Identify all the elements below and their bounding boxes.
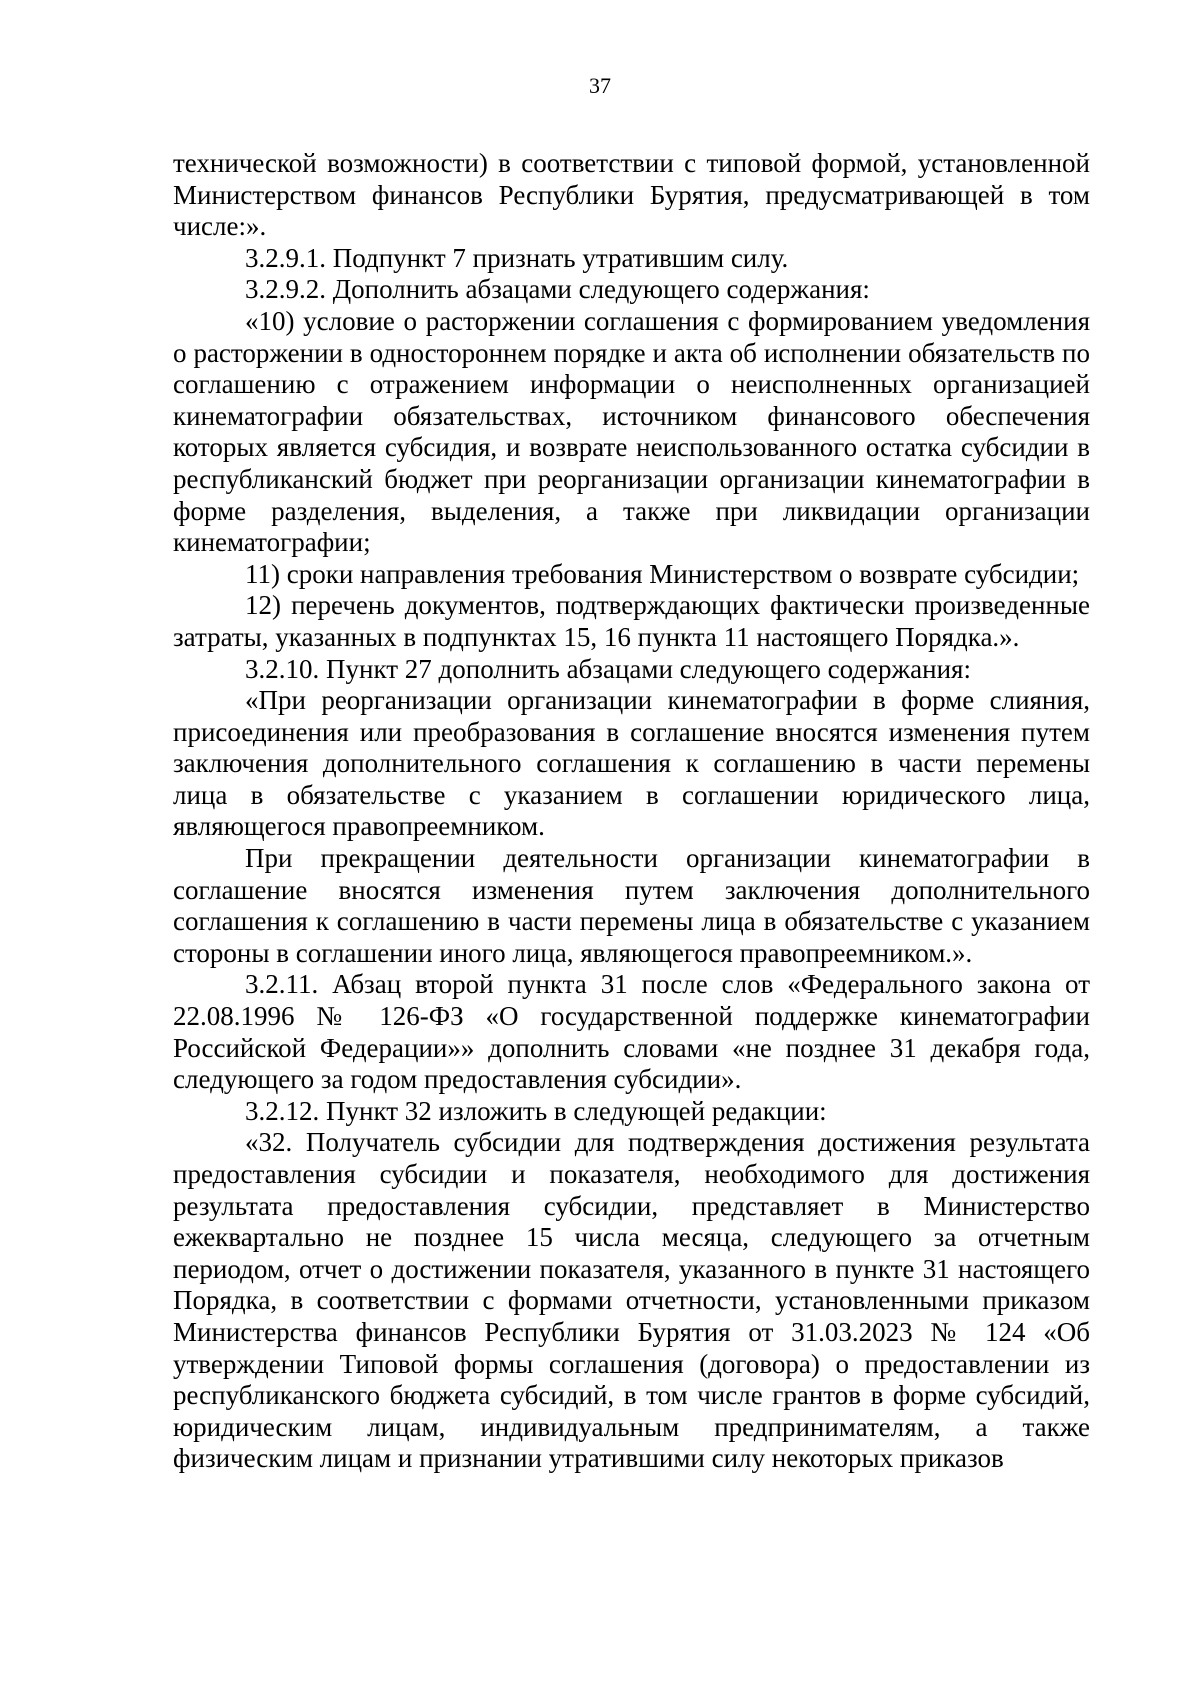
- paragraph: 12) перечень документов, подтверждающих фактически произведенные затраты, указанных в подпунктах 15, 16 пункта 11 настоящего Порядка.».: [173, 590, 1090, 652]
- paragraph: 3.2.9.1. Подпункт 7 признать утратившим силу.: [245, 242, 789, 273]
- document-body: [173, 148, 1090, 1475]
- paragraph: «32. Получатель субсидии для подтверждения достижения результата предоставления субсидии и показателя, необходимого для достижения результата предоставления субсидии, представляет в Министерство ежеквартально не позднее 15 числа месяца, следующего за отчетным периодом, отчет о достижении показателя, указанного в пункте 31 настоящего Порядка, в соответствии с формами отчетности, установленными приказом Министерства финансов Республики Бурятия от 31.03.2023 № 124 «Об утверждении Типовой формы соглашения (договора) о предоставлении из республиканского бюджета субсидий, в том числе грантов в форме субсидий, юридическим лицам, индивидуальным предпринимателям, а также физическим лицам и признании утратившими силу некоторых приказов: [173, 1127, 1090, 1474]
- paragraph: «При реорганизации организации кинематографии в форме слияния, присоединения или преобразования в соглашение вносятся изменения путем заключения дополнительного соглашения к соглашению в части перемены лица в обязательстве с указанием в соглашении юридического лица, являющегося правопреемником.: [173, 685, 1090, 842]
- page-number: 37: [589, 73, 611, 98]
- paragraph: 3.2.9.2. Дополнить абзацами следующего содержания:: [245, 274, 870, 305]
- paragraph: «10) условие о расторжении соглашения с формированием уведомления о расторжении в одностороннем порядке и акта об исполнении обязательств по соглашению с отражением информации о неисполненных организацией кинематографии обязательствах, источником финансового обеспечения которых является субсидия, и возврате неиспользованного остатка субсидии в республиканский бюджет при реорганизации организации кинематографии в форме разделения, выделения, а также при ликвидации организации кинематографии;: [173, 305, 1090, 558]
- paragraph: 3.2.11. Абзац второй пункта 31 после слов «Федерального закона от 22.08.1996 № 126-ФЗ «О государственной поддержке кинематографии Российской Федерации»» дополнить словами «не позднее 31 декабря года, следующего за годом предоставления субсидии».: [173, 969, 1090, 1095]
- paragraph: технической возможности) в соответствии с типовой формой, установленной Министерством финансов Республики Бурятия, предусматривающей в том числе:».: [173, 148, 1090, 242]
- paragraph: При прекращении деятельности организации кинематографии в соглашение вносятся изменения путем заключения дополнительного соглашения к соглашению в части перемены лица в обязательстве с указанием стороны в соглашении иного лица, являющегося правопреемником.».: [173, 843, 1090, 968]
- paragraph: 3.2.12. Пункт 32 изложить в следующей редакции:: [245, 1095, 827, 1126]
- paragraph: 3.2.10. Пункт 27 дополнить абзацами следующего содержания:: [245, 653, 971, 684]
- paragraph: 11) сроки направления требования Министерством о возврате субсидии;: [245, 558, 1080, 589]
